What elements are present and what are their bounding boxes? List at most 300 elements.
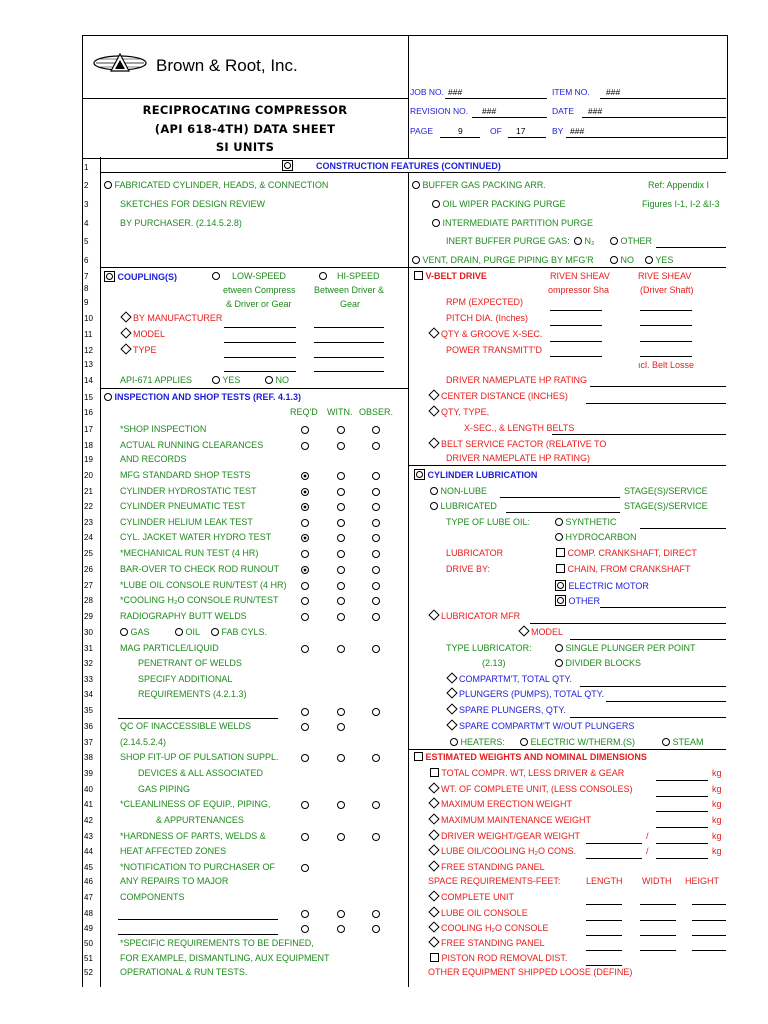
reqd-radio-selected-icon[interactable]: [301, 488, 309, 496]
rownum-divider: [100, 157, 101, 987]
lubricator-model-label: MODEL: [531, 627, 564, 637]
witn-radio-icon[interactable]: [337, 582, 345, 590]
row-number: 46: [84, 877, 93, 886]
electric-therm-label: ELECTRIC W/THERM.(S): [530, 737, 636, 747]
reqd-radio-icon[interactable]: [301, 645, 309, 653]
inspection-title: INSPECTION AND SHOP TESTS (REF. 4.1.3): [114, 392, 302, 402]
reqd-radio-icon[interactable]: [301, 910, 309, 918]
diamond-icon: [428, 609, 439, 620]
obser-radio-icon[interactable]: [372, 613, 380, 621]
checkbox-icon[interactable]: [414, 752, 423, 761]
row-number: 11: [84, 330, 93, 339]
slash: /: [646, 831, 649, 841]
row-number: 3: [84, 200, 89, 209]
intermediate-label: INTERMEDIATE PARTITION PURGE: [442, 218, 594, 228]
driver-nameplate-label: DRIVER NAMEPLATE HP RATING: [446, 375, 588, 385]
obser-radio-icon[interactable]: [372, 833, 380, 841]
obser-radio-icon[interactable]: [372, 754, 380, 762]
obser-radio-icon[interactable]: [372, 534, 380, 542]
radio-icon[interactable]: [520, 738, 528, 746]
row-number: 15: [84, 393, 93, 402]
job-no-value[interactable]: ###: [448, 87, 463, 97]
operational-label: OPERATIONAL & RUN TESTS.: [120, 967, 248, 977]
qty-type-label: QTY, TYPE,: [441, 407, 490, 417]
checkbox-icon[interactable]: [555, 595, 566, 606]
item-no-value[interactable]: ###: [606, 87, 621, 97]
radio-icon[interactable]: [430, 487, 438, 495]
test-label: CYL. JACKET WATER HYDRO TEST: [120, 532, 272, 542]
radio-icon[interactable]: [610, 237, 618, 245]
row-number: 2: [84, 181, 89, 190]
witn-radio-icon[interactable]: [337, 519, 345, 527]
column-divider: [408, 172, 409, 987]
driver-or-gear-label: & Driver or Gear: [226, 299, 292, 309]
diamond-icon: [428, 813, 439, 824]
obser-radio-icon[interactable]: [372, 472, 380, 480]
checkbox-icon[interactable]: [555, 580, 566, 591]
witn-radio-icon[interactable]: [337, 566, 345, 574]
vbelt-label: V-BELT DRIVE: [425, 271, 487, 281]
row-number: 34: [84, 690, 93, 699]
diamond-icon: [518, 625, 529, 636]
other-gas-label: OTHER: [620, 236, 653, 246]
obser-radio-icon[interactable]: [372, 597, 380, 605]
section-checkbox-icon[interactable]: [282, 160, 293, 171]
test-label: MFG STANDARD SHOP TESTS: [120, 470, 251, 480]
obser-radio-icon[interactable]: [372, 503, 380, 511]
row-number: 21: [84, 487, 93, 496]
figures-label: Figures I-1, I-2 &I-3: [642, 199, 720, 209]
witn-radio-icon[interactable]: [337, 503, 345, 511]
inert-buffer-label: INERT BUFFER PURGE GAS:: [446, 236, 570, 246]
other-drive-label: OTHER: [568, 596, 601, 606]
test-label: *MECHANICAL RUN TEST (4 HR): [120, 548, 259, 558]
title-line-2: (API 618-4TH) DATA SHEET: [154, 122, 336, 136]
row-number: 42: [84, 816, 93, 825]
by-purchaser-label: BY PURCHASER. (2.14.5.2.8): [120, 218, 242, 228]
test-label: AND RECORDS: [120, 454, 187, 464]
witn-radio-icon[interactable]: [337, 442, 345, 450]
radio-icon[interactable]: [265, 376, 273, 384]
row-number: 30: [84, 628, 93, 637]
n2-label: N₂: [584, 236, 595, 246]
radio-icon[interactable]: [412, 256, 420, 264]
reqd-radio-icon[interactable]: [301, 708, 309, 716]
row-number: 16: [84, 408, 93, 417]
radio-icon[interactable]: [555, 518, 563, 526]
obser-radio-icon[interactable]: [372, 708, 380, 716]
vent-yes-label: YES: [655, 255, 674, 265]
radio-icon[interactable]: [430, 502, 438, 510]
diamond-icon: [428, 327, 439, 338]
page-value[interactable]: 9: [458, 126, 463, 136]
spare-plungers-label: SPARE PLUNGERS, QTY.: [459, 705, 566, 715]
radio-icon[interactable]: [212, 376, 220, 384]
obser-radio-icon[interactable]: [372, 550, 380, 558]
row-number: 50: [84, 939, 93, 948]
row-number: 4: [84, 219, 89, 228]
diamond-icon: [428, 389, 439, 400]
api671-label: API-671 APPLIES: [120, 375, 193, 385]
radio-icon[interactable]: [104, 393, 112, 401]
row-number: 31: [84, 644, 93, 653]
notification-label: *NOTIFICATION TO PURCHASER OF: [120, 862, 276, 872]
space-req-label: SPACE REQUIREMENTS-FEET:: [428, 876, 561, 886]
plungers-total-label: PLUNGERS (PUMPS), TOTAL QTY.: [459, 689, 605, 699]
cyl-lube-label: CYLINDER LUBRICATION: [427, 470, 538, 480]
lubricated-label: LUBRICATED: [440, 501, 497, 511]
witn-radio-icon[interactable]: [337, 534, 345, 542]
row-number: 12: [84, 346, 93, 355]
row-number: 37: [84, 738, 93, 747]
reqd-radio-icon[interactable]: [301, 864, 309, 872]
reqd-radio-selected-icon[interactable]: [301, 472, 309, 480]
row-number: 47: [84, 893, 93, 902]
heaters-label: HEATERS:: [460, 737, 505, 747]
row-number: 17: [84, 425, 93, 434]
radio-icon[interactable]: [432, 200, 440, 208]
any-repairs-label: ANY REPAIRS TO MAJOR: [120, 876, 229, 886]
piston-rod-label: PISTON ROD REMOVAL DIST.: [441, 953, 568, 963]
belt-service-label: BELT SERVICE FACTOR (RELATIVE TO: [441, 439, 607, 449]
date-value[interactable]: ###: [588, 106, 603, 116]
chain-from-label: CHAIN, FROM CRANKSHAFT: [567, 564, 691, 574]
diamond-icon: [446, 703, 457, 714]
api671-yes-label: YES: [222, 375, 241, 385]
qc-ref-label: (2.14.5.2.4): [120, 737, 167, 747]
row-number: 51: [84, 954, 93, 963]
appurtenances-label: & APPURTENANCES: [156, 815, 244, 825]
fab-cyl-label: FABRICATED CYLINDER, HEADS, & CONNECTION: [114, 180, 329, 190]
company-name: Brown & Root, Inc.: [156, 56, 298, 75]
checkbox-icon[interactable]: [430, 953, 439, 962]
row-number: 13: [84, 360, 93, 369]
row-number: 45: [84, 863, 93, 872]
witn-radio-icon[interactable]: [337, 472, 345, 480]
row-number: 35: [84, 706, 93, 715]
complete-unit-label: COMPLETE UNIT: [441, 892, 515, 902]
row-number: 49: [84, 924, 93, 933]
witn-radio-icon[interactable]: [337, 597, 345, 605]
width-header: WIDTH: [642, 876, 672, 886]
checkbox-icon[interactable]: [556, 564, 565, 573]
test-label: RADIOGRAPHY BUTT WELDS: [120, 611, 247, 621]
reqd-radio-selected-icon[interactable]: [301, 503, 309, 511]
diamond-icon: [120, 311, 131, 322]
row-number: 41: [84, 800, 93, 809]
buffer-gas-label: BUFFER GAS PACKING ARR.: [422, 180, 546, 190]
row-number: 25: [84, 549, 93, 558]
diamond-icon: [428, 844, 439, 855]
radio-icon[interactable]: [610, 256, 618, 264]
radio-icon[interactable]: [211, 628, 219, 636]
radio-icon[interactable]: [412, 181, 420, 189]
other-equip-label: OTHER EQUIPMENT SHIPPED LOOSE (DEFINE): [428, 967, 633, 977]
drive-by-label: DRIVE BY:: [446, 564, 491, 574]
diamond-icon: [428, 437, 439, 448]
test-label: CYLINDER HYDROSTATIC TEST: [120, 486, 257, 496]
obser-radio-icon[interactable]: [372, 426, 380, 434]
obser-header: OBSER.: [359, 407, 394, 417]
reqd-radio-icon[interactable]: [301, 723, 309, 731]
requirements-label: REQUIREMENTS (4.2.1.3): [138, 689, 247, 699]
ref-213-label: (2.13): [482, 658, 506, 668]
mag-particle-label: MAG PARTICLE/LIQUID: [120, 643, 219, 653]
diamond-icon: [428, 829, 439, 840]
radio-icon[interactable]: [120, 628, 128, 636]
obser-radio-icon[interactable]: [372, 442, 380, 450]
gas-label: GAS: [130, 627, 150, 637]
row-number: 32: [84, 659, 93, 668]
obser-radio-icon[interactable]: [372, 519, 380, 527]
weights-rule: [408, 749, 726, 750]
row-number: 20: [84, 471, 93, 480]
reqd-radio-icon[interactable]: [301, 754, 309, 762]
model-label: MODEL: [133, 329, 166, 339]
oil-label: OIL: [185, 627, 201, 637]
lubricator-label: LUBRICATOR: [446, 548, 504, 558]
gas-piping-label: GAS PIPING: [138, 784, 191, 794]
witn-radio-icon[interactable]: [337, 910, 345, 918]
devices-label: DEVICES & ALL ASSOCIATED: [138, 768, 264, 778]
row-number: 18: [84, 441, 93, 450]
radio-icon[interactable]: [574, 237, 582, 245]
radio-icon[interactable]: [319, 272, 327, 280]
job-no-label: JOB NO.: [410, 87, 445, 97]
cyl-lube-rule: [408, 465, 726, 466]
vent-drain-label: VENT, DRAIN, PURGE PIPING BY MFG'R: [422, 255, 594, 265]
witn-radio-icon[interactable]: [337, 550, 345, 558]
witn-radio-icon[interactable]: [337, 708, 345, 716]
radio-icon[interactable]: [175, 628, 183, 636]
reqd-radio-selected-icon[interactable]: [301, 566, 309, 574]
by-manufacturer-label: BY MANUFACTURER: [133, 313, 223, 323]
diamond-icon: [428, 921, 439, 932]
checkbox-icon[interactable]: [556, 548, 565, 557]
radio-icon[interactable]: [555, 533, 563, 541]
slash: /: [646, 846, 649, 856]
row-number: 23: [84, 518, 93, 527]
reqd-header: REQ'D: [290, 407, 318, 417]
synthetic-label: SYNTHETIC: [565, 517, 617, 527]
row-number: 27: [84, 581, 93, 590]
obser-radio-icon[interactable]: [372, 801, 380, 809]
diamond-icon: [428, 860, 439, 871]
row1-rule: [100, 172, 726, 173]
company-logo: [92, 52, 148, 76]
row-number: 8: [84, 284, 89, 293]
compart-total-label: COMPARTM'T, TOTAL QTY.: [459, 674, 572, 684]
witn-radio-icon[interactable]: [337, 833, 345, 841]
of-label: OF: [490, 126, 502, 136]
low-speed-label: LOW-SPEED: [232, 271, 286, 281]
test-label: ACTUAL RUNNING CLEARANCES: [120, 440, 264, 450]
row-number: 39: [84, 769, 93, 778]
lubricator-mfr-label: LUBRICATOR MFR: [441, 611, 521, 621]
driver-weight-label: DRIVER WEIGHT/GEAR WEIGHT: [441, 831, 581, 841]
sketches-label: SKETCHES FOR DESIGN REVIEW: [120, 199, 266, 209]
hardness-label: *HARDNESS OF PARTS, WELDS &: [120, 831, 266, 841]
cyl-lube-checkbox-icon[interactable]: [414, 469, 425, 480]
row-number: 40: [84, 785, 93, 794]
diamond-icon: [120, 343, 131, 354]
between-driver-label: Between Driver &: [314, 285, 385, 295]
comp-crankshaft-label: COMP. CRANKSHAFT, DIRECT: [567, 548, 697, 558]
row-number: 24: [84, 533, 93, 542]
obser-radio-icon[interactable]: [372, 582, 380, 590]
kg-unit: kg: [712, 784, 722, 794]
obser-radio-icon[interactable]: [372, 488, 380, 496]
revision-value[interactable]: ###: [482, 106, 497, 116]
single-plunger-label: SINGLE PLUNGER PER POINT: [565, 643, 696, 653]
witn-radio-icon[interactable]: [337, 426, 345, 434]
penetrant-label: PENETRANT OF WELDS: [138, 658, 242, 668]
row-number: 5: [84, 237, 89, 246]
page-label: PAGE: [410, 126, 433, 136]
date-label: DATE: [552, 106, 575, 116]
obser-radio-icon[interactable]: [372, 925, 380, 933]
lube-console-label: LUBE OIL CONSOLE: [441, 908, 528, 918]
diamond-icon: [446, 719, 457, 730]
reqd-radio-selected-icon[interactable]: [301, 534, 309, 542]
free-standing-label: FREE STANDING PANEL: [441, 862, 545, 872]
diamond-icon: [428, 936, 439, 947]
type-lube-oil-label: TYPE OF LUBE OIL:: [446, 517, 531, 527]
for-example-label: FOR EXAMPLE, DISMANTLING, AUX EQUIPMENT: [120, 953, 330, 963]
specify-additional-label: SPECIFY ADDITIONAL: [138, 674, 233, 684]
height-header: HEIGHT: [685, 876, 720, 886]
radio-icon[interactable]: [450, 738, 458, 746]
row-number: 52: [84, 968, 93, 977]
oil-wiper-label: OIL WIPER PACKING PURGE: [442, 199, 566, 209]
reqd-radio-icon[interactable]: [301, 801, 309, 809]
witn-radio-icon[interactable]: [337, 925, 345, 933]
free-standing2-label: FREE STANDING PANEL: [441, 938, 545, 948]
item-no-label: ITEM NO.: [552, 87, 590, 97]
max-maint-label: MAXIMUM MAINTENANCE WEIGHT: [441, 815, 591, 825]
radio-icon[interactable]: [645, 256, 653, 264]
diamond-icon: [428, 782, 439, 793]
center-distance-label: CENTER DISTANCE (INCHES): [441, 391, 568, 401]
row6-rule: [100, 267, 726, 268]
row-number: 36: [84, 722, 93, 731]
divider-blocks-label: DIVIDER BLOCKS: [565, 658, 642, 668]
checkbox-icon[interactable]: [430, 768, 439, 777]
radio-icon[interactable]: [432, 219, 440, 227]
driver-sheave-label: RIVE SHEAV: [638, 271, 692, 281]
revision-label: REVISION NO.: [410, 106, 469, 116]
ref-appendix-label: Ref: Appendix I: [648, 180, 710, 190]
heat-affected-label: HEAT AFFECTED ZONES: [120, 846, 227, 856]
radio-icon[interactable]: [104, 181, 112, 189]
radio-icon[interactable]: [212, 272, 220, 280]
obser-radio-icon[interactable]: [372, 645, 380, 653]
title-line-1: RECIPROCATING COMPRESSOR: [142, 103, 348, 117]
obser-radio-icon[interactable]: [372, 910, 380, 918]
witn-radio-icon[interactable]: [337, 754, 345, 762]
row14-rule: [100, 388, 408, 389]
radio-icon[interactable]: [555, 644, 563, 652]
est-weights-label: ESTIMATED WEIGHTS AND NOMINAL DIMENSIONS: [425, 752, 647, 762]
reqd-radio-icon[interactable]: [301, 613, 309, 621]
row-number: 43: [84, 832, 93, 841]
checkbox-icon[interactable]: [414, 271, 423, 280]
row-number: 29: [84, 612, 93, 621]
kg-unit: kg: [712, 846, 722, 856]
row-number: 6: [84, 256, 89, 265]
obser-radio-icon[interactable]: [372, 566, 380, 574]
reqd-radio-icon[interactable]: [301, 426, 309, 434]
by-label: BY: [552, 126, 564, 136]
total-compr-label: TOTAL COMPR. WT, LESS DRIVER & GEAR: [441, 768, 625, 778]
reqd-radio-icon[interactable]: [301, 833, 309, 841]
header-title-rule: [82, 98, 409, 99]
by-value[interactable]: ###: [570, 126, 585, 136]
rpm-label: RPM (EXPECTED): [446, 297, 524, 307]
couplings-label: COUPLING(S): [117, 272, 178, 282]
electric-motor-label: ELECTRIC MOTOR: [568, 581, 649, 591]
row-number: 19: [84, 455, 93, 464]
reqd-radio-icon[interactable]: [301, 442, 309, 450]
fab-cyls-label: FAB CYLS.: [221, 627, 268, 637]
of-value[interactable]: 17: [516, 126, 526, 136]
witn-radio-icon[interactable]: [337, 645, 345, 653]
reqd-radio-icon[interactable]: [301, 519, 309, 527]
row-number: 33: [84, 675, 93, 684]
vent-no-label: NO: [620, 255, 635, 265]
couplings-checkbox-icon[interactable]: [104, 271, 115, 282]
reqd-radio-icon[interactable]: [301, 582, 309, 590]
diamond-icon: [428, 890, 439, 901]
shop-fit-label: SHOP FIT-UP OF PULSATION SUPPL.: [120, 752, 279, 762]
non-lube-label: NON-LUBE: [440, 486, 488, 496]
row-number: 38: [84, 753, 93, 762]
stage-service-label: STAGE(S)/SERVICE: [624, 486, 708, 496]
witn-radio-icon[interactable]: [337, 488, 345, 496]
api671-no-label: NO: [275, 375, 290, 385]
hi-speed-label: HI-SPEED: [337, 271, 380, 281]
cleanliness-label: *CLEANLINESS OF EQUIP., PIPING,: [120, 799, 271, 809]
radio-icon[interactable]: [555, 659, 563, 667]
gear-label: Gear: [340, 299, 361, 309]
witn-radio-icon[interactable]: [337, 723, 345, 731]
witn-radio-icon[interactable]: [337, 801, 345, 809]
row-number: 48: [84, 909, 93, 918]
test-label: CYLINDER PNEUMATIC TEST: [120, 501, 246, 511]
qc-welds-label: QC OF INACCESSIBLE WELDS: [120, 721, 252, 731]
reqd-radio-icon[interactable]: [301, 925, 309, 933]
length-header: LENGTH: [586, 876, 623, 886]
reqd-radio-icon[interactable]: [301, 550, 309, 558]
kg-unit: kg: [712, 768, 722, 778]
lube-cooling-label: LUBE OIL/COOLING H₂O CONS.: [441, 846, 577, 856]
between-compressor-label: etween Compress: [223, 285, 296, 295]
row-number: 14: [84, 376, 93, 385]
driven-sheave-label: RIVEN SHEAV: [550, 271, 610, 281]
driver-shaft-label: (Driver Shaft): [640, 285, 694, 295]
test-label: CYLINDER HELIUM LEAK TEST: [120, 517, 253, 527]
witn-radio-icon[interactable]: [337, 613, 345, 621]
reqd-radio-icon[interactable]: [301, 597, 309, 605]
type-label: TYPE: [133, 345, 157, 355]
row-number: 44: [84, 847, 93, 856]
compressor-shaft-label: ompressor Sha: [548, 285, 610, 295]
kg-unit: kg: [712, 799, 722, 809]
radio-icon[interactable]: [662, 738, 670, 746]
pitch-dia-label: PITCH DIA. (Inches): [446, 313, 529, 323]
xsec-length-label: X-SEC., & LENGTH BELTS: [464, 423, 575, 433]
title-line-3: SI UNITS: [215, 140, 275, 154]
